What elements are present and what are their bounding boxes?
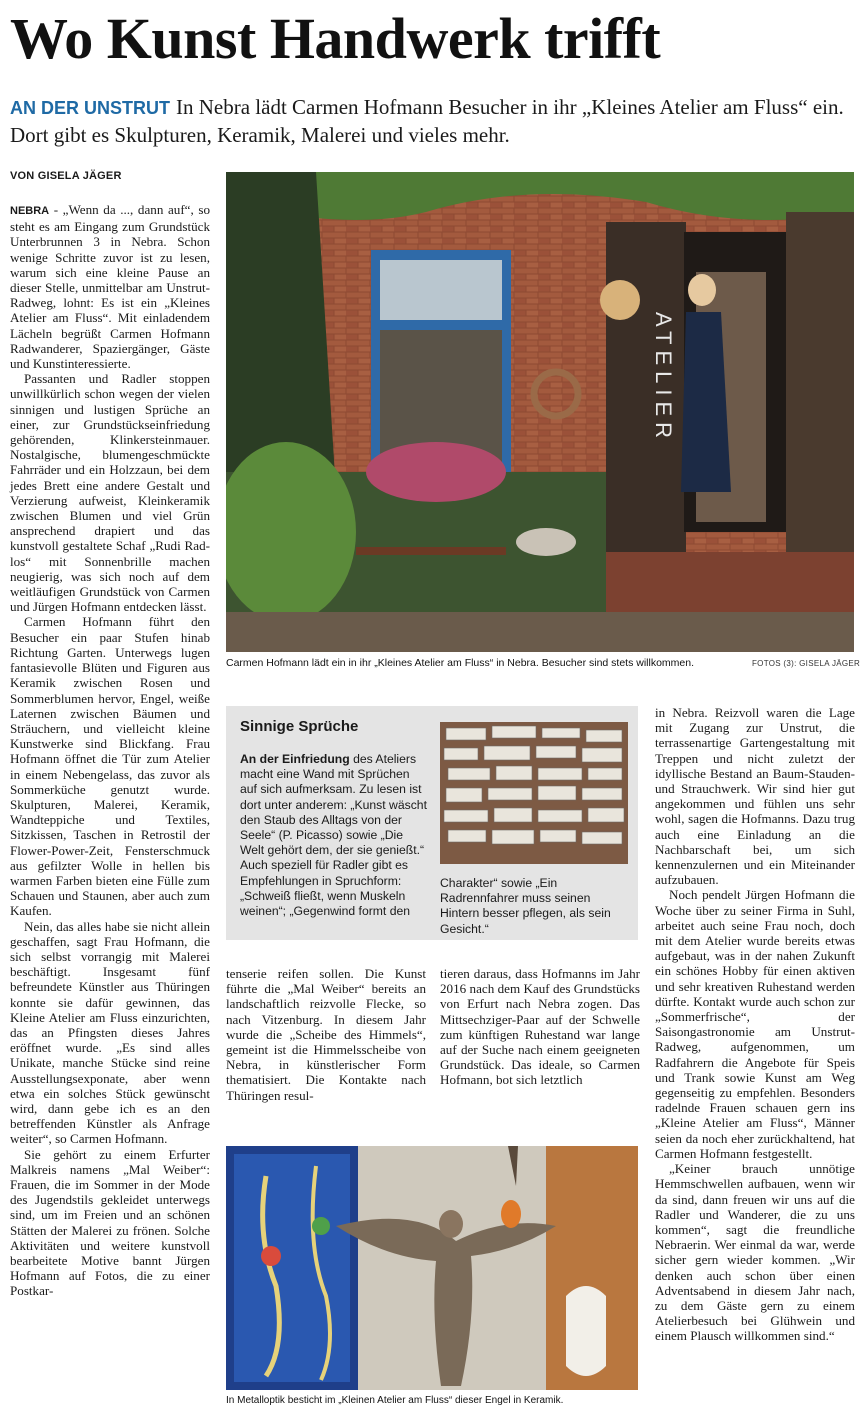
atelier-scene [226, 172, 854, 652]
info-box-body: des Ateliers macht eine Wand mit Sprüchen auf sich aufmerksam. Zu lesen ist dort unter anderem: „Kunst wäscht den Staub des Alltags von der Seele“ (P. Picasso) sowie „Die Welt gehört dem, der sie genießt.“ Auch speziell für Radler gibt es Empfehlungen in Spruchform: „Schweiß fließt, wenn Muskeln weinen“; „Gegenwind formt den [240, 752, 427, 919]
byline: VON GISELA JÄGER [10, 170, 122, 182]
column-3 [440, 966, 640, 1088]
paragraph: in Nebra. Reizvoll waren die Lage mit Zugang zur Unstrut, die terrassenartige Gartengestaltung mit Treppen und nicht zuletzt der idyllische Bestand an Baum-Stauden- und Strauchwerk. Wir sind hier gut angekommen und fühlen uns sehr wohl, sagen die Hofmanns. Dazu trug auch eine Einladung an die Nachbarschaft bei, um sich kennenzulernen und ein Miteinander aufzubauen. [655, 705, 855, 888]
kicker: AN DER UNSTRUT [10, 98, 170, 118]
info-box-lead: An der Einfriedung [240, 752, 350, 766]
paragraph: Nein, das alles habe sie nicht allein geschaffen, sagt Frau Hofmann, die sich selbst vorrangig mit Malerei beschäftigt. Insgesamt fünf befreundete Künstler aus Thüringen konnte sie dafür gewinnen, das Kleine Atelier am Fluss einzurichten, das an Pfingsten dieses Jahres eröffnet wurde. „Es sind alles Unikate, manche Stücke sind reine Ausstellungsexponate, aber wenn etwa ein solches Stück gewünscht wird, dann gebe ich es an den betreffenden Künstler als Anfrage weiter“, so Carmen Hofmann. [10, 918, 210, 1147]
angel-photo [226, 1146, 638, 1390]
paragraph: tieren daraus, dass Hofmanns im Jahr 2016 nach dem Kauf des Grundstücks von Erfurt nach Nebra zogen. Das Mittsechziger-Paar auf der Schwelle zum künftigen Ruhestand war lange auf der Suche nach einem geeigneten Grundstück. Das ideale, so Carmen Hofmann, bot sich letztlich [440, 966, 640, 1088]
info-box-text-left [240, 752, 428, 919]
paragraph: Carmen Hofmann führt den Besucher ein paar Stufen hinab Richtung Garten. Unterwegs lugen fantasievolle Blüten und Figuren aus Keramik zwischen Rosen und Sommerblumen hervor, Engel, weiße Laternen zwischen Bäumen und Sträuchern, und vielleicht kleine Kunstwerke sind Blickfang. Frau Hofmann öffnet die Tür zum Atelier in einem Nebengelass, das zuvor als Sommerküche genutzt wurde. Skulpturen, Malerei, Keramik, Wandteppiche und Textiles, Sitzkissen, Taschen in Retrostil der Flower-Power-Zeit, Fensterschmuck aus gefilzter Wolle in hellen bis warmen Farben bieten eine Fülle zum Schauen und Staunen, aber auch zum Kaufen. [10, 614, 210, 919]
atelier-photo [226, 172, 854, 652]
headline: Wo Kunst Handwerk trifft [10, 6, 661, 71]
info-box [226, 706, 638, 940]
column-1 [10, 202, 210, 1299]
dateline: NEBRA [10, 205, 50, 217]
paragraph: „Keiner brauch unnötige Hemmschwellen aufbauen, wenn wir da sind, dann freuen wir uns auf die Radler und Wanderer, die zu uns kommen“, sagt die freundliche Nebraerin. Wer einmal da war, werde sicher gern wieder kommen. „Wir denken auch schon über einen Adventsabend in diesem Jahr nach, zu dem Gäste gern zu einem Atelierbesuch bei Glühwein und einem Plausch willkommen sind.“ [655, 1161, 855, 1344]
paragraph [10, 202, 210, 371]
paragraph: Sie gehört zu einem Erfurter Malkreis namens „Mal Weiber“: Frauen, die im Sommer in der Mode des Jugendstils gekleidet unterwegs sind, um im Freien und an schönen Stätten der Malerei zu frönen. Solche Aktivitäten und weitere kunstvoll bearbeitete Motive bannt Jürgen Hofmann auf Fotos, die zu einer Postkar- [10, 1146, 210, 1299]
main-photo-caption: Carmen Hofmann lädt ein in ihr „Kleines Atelier am Fluss“ in Nebra. Besucher sind stets willkommen. [226, 657, 695, 669]
sign-wall-illustration [440, 722, 628, 864]
photo-credit: FOTOS (3): GISELA JÄGER [752, 659, 861, 668]
angel-photo-caption: In Metalloptik besticht im „Kleinen Atelier am Fluss“ dieser Engel in Keramik. [226, 1395, 564, 1406]
paragraph: Passanten und Radler stoppen unwillkürlich schon wegen der vielen sinnigen und lustigen Sprüche an einer, zur Grundstückseinfriedung gehörenden, Klinkersteinmauer. Nostalgische, blumengeschmückte Fahrräder und ein Holzzaun, bei dem jedes Brett eine andere Gestalt und Verzierung aufweist, Kleinkeramik zwischen Blumen und viel Grün ansprechend drapiert und das kunstvoll gestaltete Schaf „Rudi Rad-los“ mit Sonnenbrille machen neugierig, was sich noch auf dem weitläufigen Grundstück von Carmen und Jürgen Hofmann entdecken lässt. [10, 371, 210, 615]
deck [10, 94, 860, 149]
column-2 [226, 966, 426, 1103]
sign-wall-photo [440, 722, 628, 864]
deck-text: In Nebra lädt Carmen Hofmann Besucher in ihr „Kleines Atelier am Fluss“ ein. Dort gibt es Skulpturen, Keramik, Malerei und vieles mehr. [10, 95, 844, 147]
angel-scene [226, 1146, 638, 1390]
info-box-title: Sinnige Sprüche [240, 718, 359, 735]
info-box-text-right: Charakter“ sowie „Ein Radrennfahrer muss seinen Hintern besser pflegen, als sein Gesicht.“ [440, 876, 611, 936]
paragraph: Noch pendelt Jürgen Hofmann die Woche über zu seiner Firma in Suhl, arbeitet auch seine Frau noch, doch mit dem Atelier wurde bereits etwas aufgebaut, was in der nahen Zukunft ein schönes Hobby für einen aktiven und sehr kreativen Ruhestand werden dürfte. Kontakt wurde auch schon zur „Sommerfrische“, der Saisongastronomie am Unstrut-Radweg, aufgenommen, um Radfahrern die Angebote für Speis und Trank sowie Kunst am Weg gegenseitig zu empfehlen. Besonders radelnde Frauen schauen gern ins „Kleine Atelier am Fluss“, Männer seien da noch eher zurückhaltend, hat Carmen Hofmann festgestellt. [655, 887, 855, 1161]
door-sign-text: ATELIER [651, 312, 676, 445]
door-sign [651, 312, 676, 444]
paragraph: tenserie reifen sollen. Die Kunst führte die „Mal Weiber“ bereits an landschaftlich reizvolle Flecke, so nach Vitzenburg. In diesem Jahr wurde die „Scheibe des Himmels“, gemeint ist die Himmelsscheibe von Nebra, in künstlerischer Form thematisiert. Die Kontakte nach Thüringen resul- [226, 966, 426, 1103]
paragraph-text: - „Wenn da ..., dann auf“, so steht es am Eingang zum Grundstück Unterbrunnen 3 in Nebra. Schon wenige Schritte zuvor ist zu lesen, warum sich eine kleine Pause an dieser Stelle, unmittelbar am Unstrut-Radweg, lohnt: Es ist ein „Kleines Atelier am Fluss“. Mit einladendem Lächeln begrüßt Carmen Hofmann Radwanderer, Spaziergänger, Gäste und Kunstinteressierte. [10, 202, 210, 372]
column-4 [655, 705, 855, 1344]
